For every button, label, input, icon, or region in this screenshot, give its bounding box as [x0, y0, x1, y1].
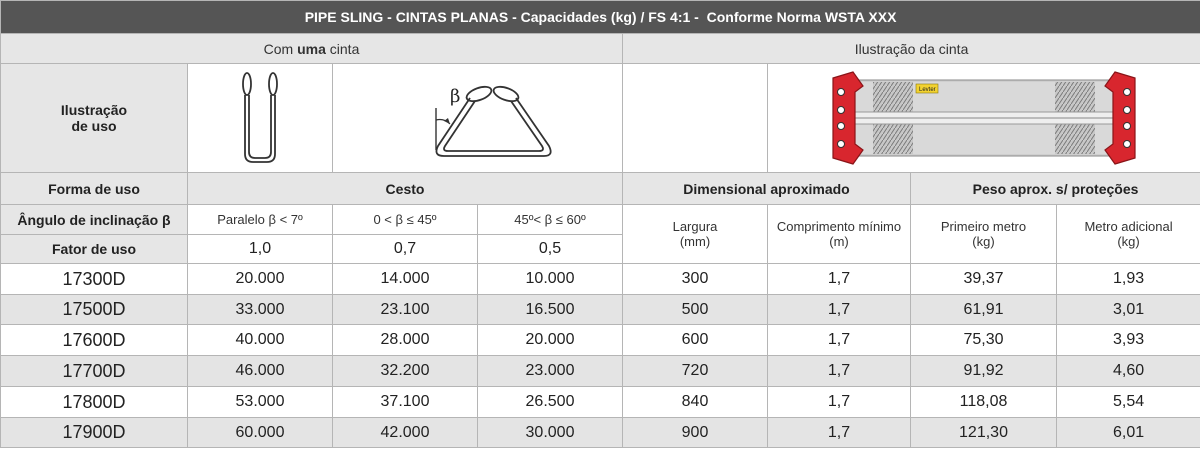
model-cell: 17900D [1, 418, 188, 448]
additional-meter-cell: 1,93 [1057, 264, 1200, 295]
illustration-row [1, 64, 1200, 173]
beta-label: β [449, 86, 460, 107]
illustration-label-line1: Ilustração [60, 102, 128, 118]
capacity-cell: 14.000 [333, 264, 478, 295]
min-length-cell: 1,7 [768, 325, 911, 356]
basket-sling-cell [333, 64, 623, 173]
first-meter-cell: 61,91 [911, 295, 1057, 325]
title-text: PIPE SLING - CINTAS PLANAS - Capacidades (kg) / FS 4:1 - [304, 9, 699, 25]
subheader-cinta: cinta [325, 40, 360, 57]
angle-parallel: Paralelo β < 7º [188, 205, 333, 235]
width-cell: 300 [623, 264, 768, 295]
table-row [1, 418, 1200, 448]
first-meter-cell: 121,30 [911, 418, 1057, 448]
min-length-cell: 1,7 [768, 418, 911, 448]
pipe-sling-product-icon [819, 68, 1149, 168]
min-length-col-line2: (m) [829, 234, 849, 249]
min-length-cell: 1,7 [768, 356, 911, 387]
width-cell: 500 [623, 295, 768, 325]
width-col-line2: (mm) [679, 234, 711, 249]
capacity-cell: 28.000 [333, 325, 478, 356]
capacity-cell: 20.000 [188, 264, 333, 295]
capacity-cell: 23.100 [333, 295, 478, 325]
weight-header: Peso aprox. s/ proteções [911, 173, 1200, 205]
additional-meter-cell: 6,01 [1057, 418, 1200, 448]
capacity-cell: 33.000 [188, 295, 333, 325]
basket-sling-icon [378, 68, 578, 168]
subheader-uma: uma [297, 40, 326, 57]
factor-0-45: 0,7 [333, 235, 478, 264]
additional-meter-cell: 3,93 [1057, 325, 1200, 356]
factor-45-60: 0,5 [478, 235, 623, 264]
first-meter-cell: 91,92 [911, 356, 1057, 387]
parallel-sling-icon [230, 68, 290, 168]
empty-illustration-cell [623, 64, 768, 173]
subheader-usage [1, 34, 623, 64]
capacity-cell: 16.500 [478, 295, 623, 325]
illustration-label [1, 64, 188, 173]
cesto-header: Cesto [188, 173, 623, 205]
first-meter-col-line1: Primeiro metro [940, 219, 1027, 234]
additional-meter-col-line2: (kg) [1117, 234, 1140, 249]
first-meter-col-header [911, 205, 1057, 264]
table-row [1, 356, 1200, 387]
capacity-cell: 32.200 [333, 356, 478, 387]
illustration-label-line2: de uso [71, 118, 117, 134]
additional-meter-cell: 3,01 [1057, 295, 1200, 325]
additional-meter-cell: 4,60 [1057, 356, 1200, 387]
angle-0-45: 0 < β ≤ 45º [333, 205, 478, 235]
table-title [1, 1, 1200, 34]
brand-label: Levter [919, 87, 936, 93]
width-cell: 600 [623, 325, 768, 356]
additional-meter-cell: 5,54 [1057, 387, 1200, 418]
capacity-cell: 20.000 [478, 325, 623, 356]
width-cell: 720 [623, 356, 768, 387]
min-length-cell: 1,7 [768, 387, 911, 418]
title-norm: Conforme Norma WSTA XXX [706, 9, 897, 25]
subheader-com: Com [263, 40, 298, 57]
subheader-illustration: Ilustração da cinta [623, 34, 1200, 64]
capacity-cell: 42.000 [333, 418, 478, 448]
angle-row [1, 205, 1200, 235]
model-cell: 17800D [1, 387, 188, 418]
min-length-cell: 1,7 [768, 264, 911, 295]
table-row [1, 387, 1200, 418]
capacity-cell: 53.000 [188, 387, 333, 418]
angle-45-60: 45º< β ≤ 60º [478, 205, 623, 235]
width-cell: 900 [623, 418, 768, 448]
forma-label: Forma de uso [1, 173, 188, 205]
first-meter-cell: 118,08 [911, 387, 1057, 418]
width-col-line1: Largura [672, 219, 718, 234]
forma-row [1, 173, 1200, 205]
capacity-cell: 60.000 [188, 418, 333, 448]
additional-meter-col-header [1057, 205, 1200, 264]
capacity-cell: 40.000 [188, 325, 333, 356]
factor-parallel: 1,0 [188, 235, 333, 264]
table-row [1, 264, 1200, 295]
model-cell: 17500D [1, 295, 188, 325]
factor-label: Fator de uso [1, 235, 188, 264]
capacity-cell: 37.100 [333, 387, 478, 418]
min-length-col-line1: Comprimento mínimo [776, 219, 902, 234]
subheader-row [1, 34, 1200, 64]
model-cell: 17600D [1, 325, 188, 356]
capacity-cell: 10.000 [478, 264, 623, 295]
capacity-cell: 30.000 [478, 418, 623, 448]
model-cell: 17700D [1, 356, 188, 387]
first-meter-cell: 39,37 [911, 264, 1057, 295]
width-cell: 840 [623, 387, 768, 418]
model-cell: 17300D [1, 264, 188, 295]
table-row [1, 325, 1200, 356]
sling-product-cell [768, 64, 1200, 173]
table-row [1, 295, 1200, 325]
width-col-header [623, 205, 768, 264]
title-row [1, 1, 1200, 34]
parallel-sling-cell [188, 64, 333, 173]
angle-label: Ângulo de inclinação β [1, 205, 188, 235]
capacity-cell: 26.500 [478, 387, 623, 418]
dimensional-header: Dimensional aproximado [623, 173, 911, 205]
first-meter-cell: 75,30 [911, 325, 1057, 356]
first-meter-col-line2: (kg) [972, 234, 995, 249]
min-length-col-header [768, 205, 911, 264]
capacity-cell: 23.000 [478, 356, 623, 387]
capacity-cell: 46.000 [188, 356, 333, 387]
min-length-cell: 1,7 [768, 295, 911, 325]
additional-meter-col-line1: Metro adicional [1084, 219, 1173, 234]
